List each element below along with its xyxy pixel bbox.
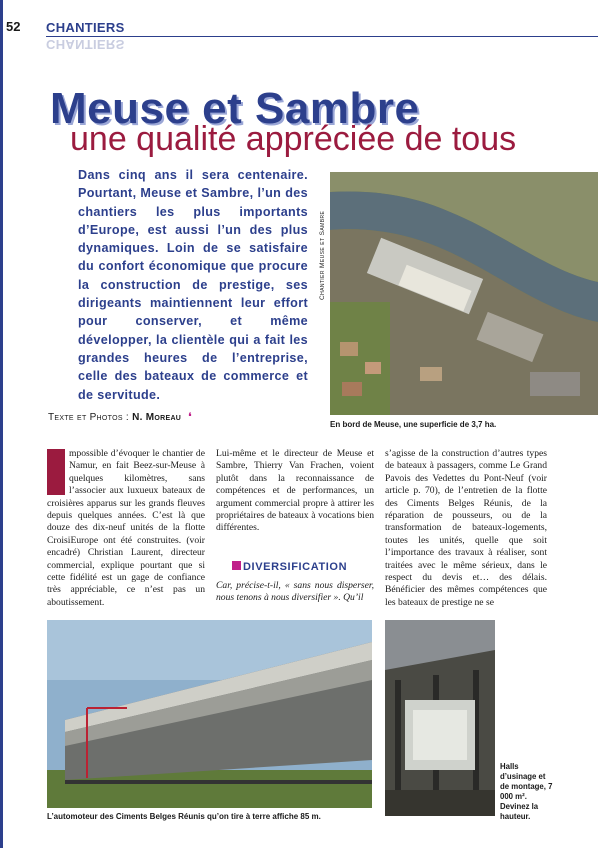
body-column-2-continued: Car, précise-t-il, « sans nous disperser, nous tenons à nous diversifier ». Qu’il (216, 580, 374, 604)
header-rule (46, 36, 598, 37)
section-rubric-reflection: CHANTIERS (46, 37, 125, 52)
credit-ornament-icon: ❛ (188, 412, 192, 423)
author-credit (48, 412, 192, 423)
lede-paragraph: Dans cinq ans il sera centenaire. Pourtant, Meuse et Sambre, l’un des chantiers les plus importants d’Europe, est aussi l’un des plus dynamiques. Loin de se satisfaire du confort économique que procure la construction de prestige, ses dirigeants maintiennent leur effort pour conserver, et même développer, la clientèle qui a fait les grandes heures de l’entreprise, celle des bateaux de commerce et de servitude. (78, 168, 308, 402)
section-heading-text: DIVERSIFICATION (243, 561, 348, 573)
article-title: Meuse et Sambre (50, 84, 420, 133)
photo-caption-aerial: En bord de Meuse, une superficie de 3,7 ha. (330, 420, 497, 429)
body-column-1 (47, 448, 205, 609)
credit-author: N. Moreau (132, 412, 182, 423)
shipyard-aerial-photo (330, 172, 598, 415)
photo-side-caption: Chantier Meuse et Sambre (319, 210, 326, 300)
heading-marker-icon (232, 561, 241, 570)
photo-caption-hall: Halls d’usinage et de montage, 7 000 m². Devinez la hauteur. (500, 762, 553, 821)
section-heading (232, 561, 347, 573)
hull-on-slipway-photo (47, 620, 372, 808)
hull-illustration (47, 620, 372, 808)
photo-caption-hull: L’automoteur des Ciments Belges Réunis qu’on tire à terre affiche 85 m. (47, 812, 321, 821)
page-number: 52 (6, 19, 21, 34)
dropcap-block (47, 449, 65, 495)
hall-illustration (385, 620, 495, 816)
body-column-3: s’agisse de la construction d’autres types de bateaux à passagers, comme Le Grand Pavois des Vedettes du Pont-Neuf (voir article p. 70), de l’entretien de la flotte des Ciments Belges Réunis, de la réparation de pousseurs, ou de la transformation de bateaux-logements, toutes les unités, quelle que soit l’importance des travaux à réaliser, sont traitées avec le même sérieux, dans le respect du devis et… des délais. Bénéficier des mêmes compétences que les bateaux de prestige ne se (385, 448, 547, 608)
article-subtitle: une qualité appréciée de tous (70, 120, 517, 158)
margin-bar (0, 0, 3, 848)
credit-label: Texte et Photos : (48, 412, 129, 423)
workshop-hall-photo (385, 620, 495, 816)
section-rubric: CHANTIERS (46, 20, 125, 35)
body-column-1-text: mpossible d’évoquer le chantier de Namur, en fait Beez-sur-Meuse à quelques kilomètres, sans l’associer aux luxueux bateaux de croisières apparus sur les grands fleuves depuis quelques années. C’est là que douze des dix-neuf unités de la flotte CroisiEurope ont été construites. (voir encadré) Christian Laurent, directeur commercial, explique pourtant que si cette fidélité est un gage de confiance très appréciable, ce n’est pas un aboutissement. (47, 448, 205, 608)
shipyard-aerial-illustration (330, 172, 598, 415)
body-column-2: Lui-même et le directeur de Meuse et Sambre, Thierry Van Frachen, voient plutôt dans la reconnaissance de compétences et de performances, un argument commercial propre à attirer les propriétaires de bateaux à vocations bien différentes. (216, 448, 374, 534)
